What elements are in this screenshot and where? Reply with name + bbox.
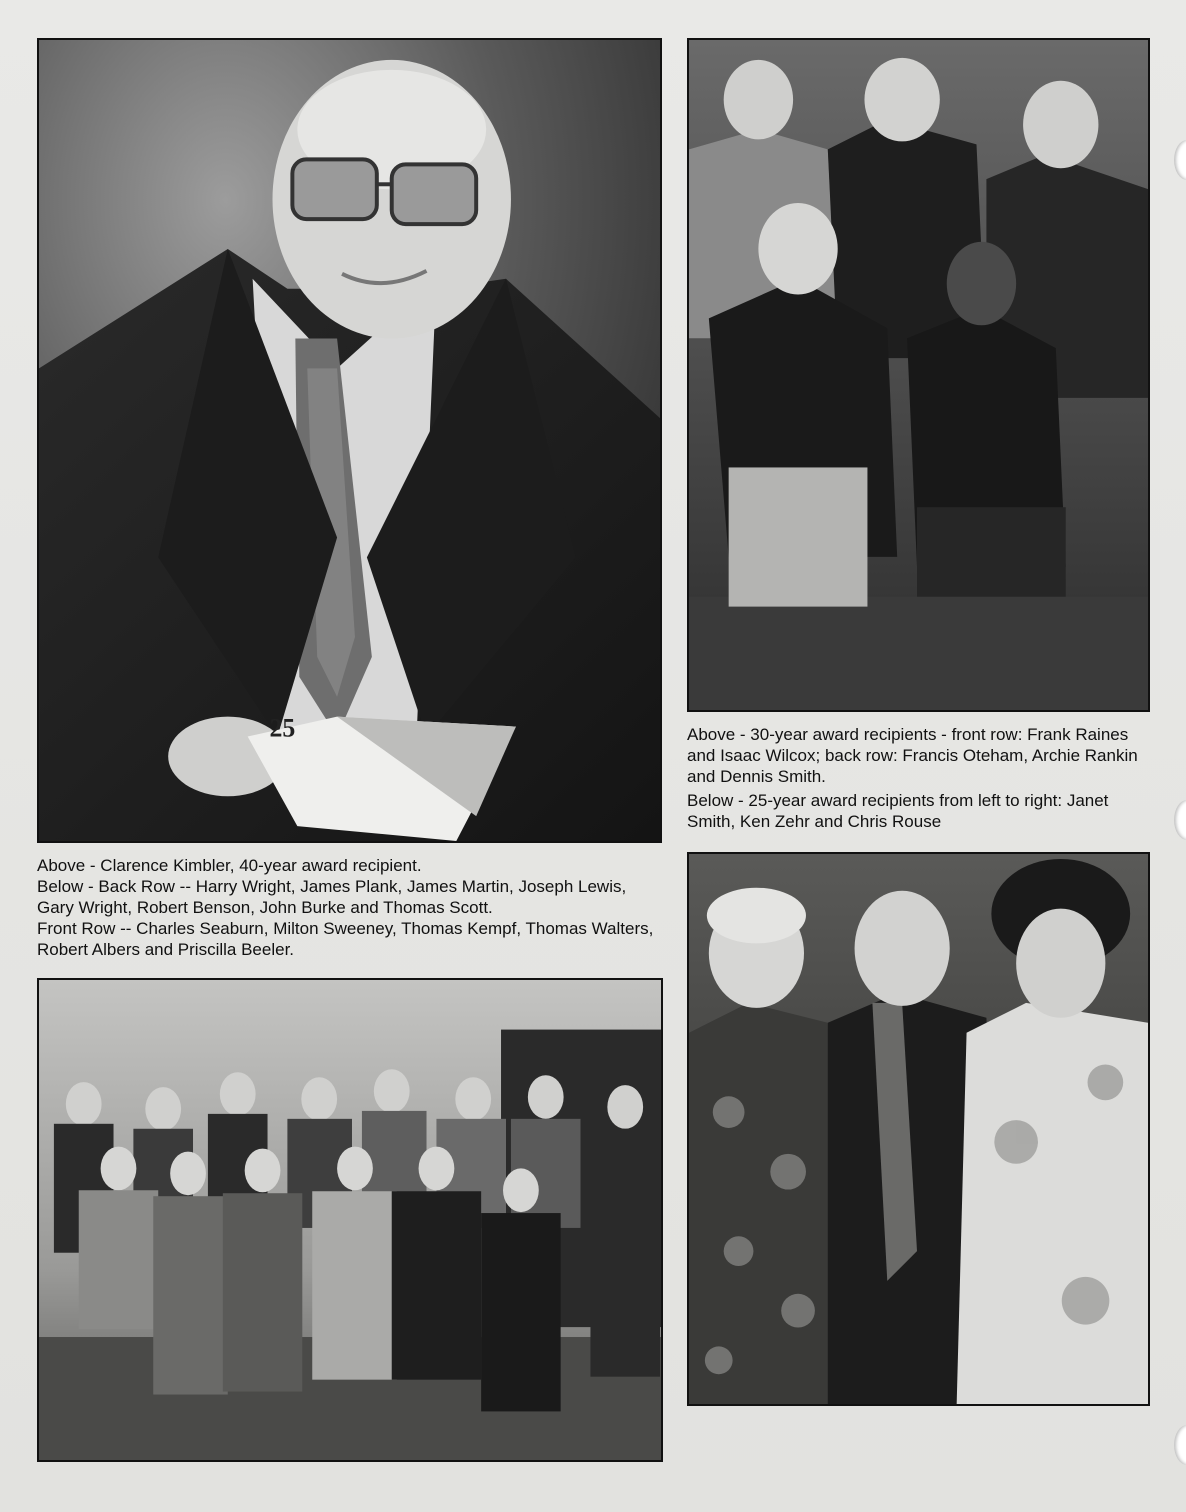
- caption-25-year-text: Below - 25-year award recipients from left to right: Janet Smith, Ken Zehr and Chris Rouse: [687, 791, 1109, 831]
- group-photo-icon: [689, 40, 1148, 710]
- photo-clarence-kimbler: [37, 38, 662, 843]
- photo-25-year-recipients: [687, 852, 1150, 1406]
- group-photo-icon: [689, 854, 1148, 1404]
- portrait-photo-icon: [39, 40, 660, 841]
- caption-back-row-text: Below - Back Row -- Harry Wright, James Plank, James Martin, Joseph Lewis, Gary Wright, Robert Benson, John Burke and Thomas Scott.: [37, 877, 627, 917]
- booklet-number: 25: [269, 713, 296, 743]
- binder-hole: [1174, 140, 1186, 180]
- photo-group-recipients: [37, 978, 663, 1462]
- binder-hole: [1174, 1425, 1186, 1465]
- group-photo-icon: [39, 980, 661, 1460]
- photo-30-year-recipients: [687, 38, 1150, 712]
- caption-30-and-25-year: [687, 724, 1150, 835]
- caption-40-year-text: Above - Clarence Kimbler, 40-year award recipient.: [37, 856, 422, 875]
- binder-hole: [1174, 800, 1186, 840]
- caption-30-year-text: Above - 30-year award recipients - front row: Frank Raines and Isaac Wilcox; back row: Francis Oteham, Archie Rankin and Dennis Smith.: [687, 725, 1138, 786]
- caption-front-row-text: Front Row -- Charles Seaburn, Milton Sweeney, Thomas Kempf, Thomas Walters, Robert Albers and Priscilla Beeler.: [37, 919, 654, 959]
- caption-40-year-and-group: [37, 855, 667, 963]
